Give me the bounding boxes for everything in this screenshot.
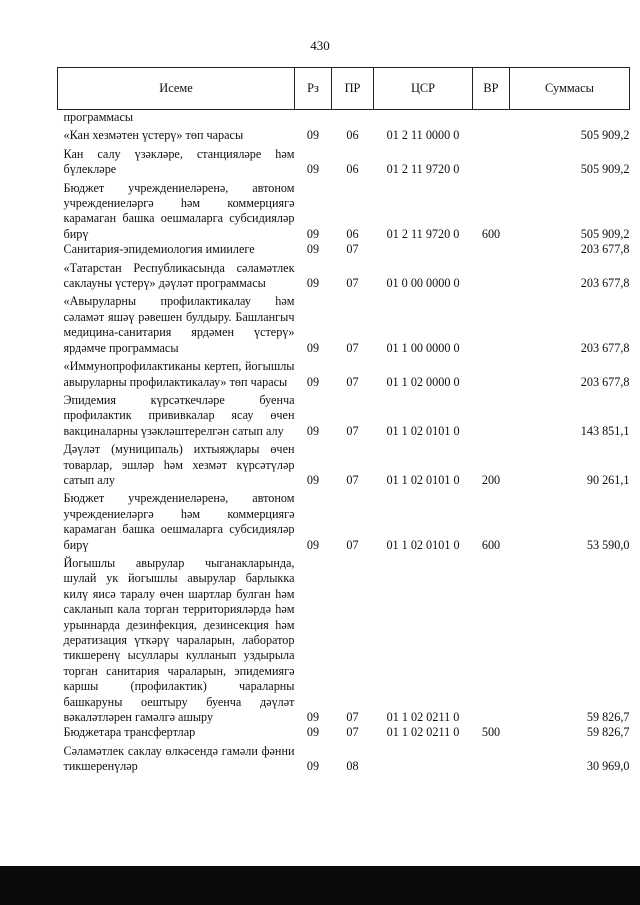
row-pr: 07 xyxy=(346,423,359,438)
row-pr: 07 xyxy=(346,242,359,257)
row-rz: 09 xyxy=(306,423,320,438)
table-row xyxy=(58,741,630,775)
row-csr: 01 2 11 0000 0 xyxy=(386,128,460,143)
row-csr: 01 2 11 9720 0 xyxy=(386,226,460,241)
row-pr: 06 xyxy=(346,162,359,177)
row-rz xyxy=(295,110,332,126)
header-vr: ВР xyxy=(473,68,510,110)
row-rz: 09 xyxy=(306,710,320,725)
table-row xyxy=(58,356,630,390)
row-csr: 01 1 02 0211 0 xyxy=(386,710,460,725)
row-pr: 07 xyxy=(346,725,359,740)
row-vr xyxy=(473,125,510,143)
row-pr: 06 xyxy=(346,128,359,143)
row-pr: 07 xyxy=(346,537,359,552)
row-name: «Авыруларны профилактикалау һәм сәламәт яшәү рәвешен булдыру. Башлангыч медицина-санитария ярдәмен үстерү» ярдәмче программасы xyxy=(63,294,295,355)
row-vr xyxy=(473,144,510,178)
row-sum: 30 969,0 xyxy=(586,759,630,774)
row-csr: 01 1 02 0101 0 xyxy=(386,537,460,552)
row-sum: 59 826,7 xyxy=(586,725,630,740)
row-pr: 07 xyxy=(346,472,359,487)
row-name: «Кан хезмәтен үстерү» төп чарасы xyxy=(63,128,244,143)
row-sum xyxy=(510,110,630,126)
row-name: Бюджетара трансфертлар xyxy=(63,725,196,740)
row-csr: 01 1 00 0000 0 xyxy=(386,340,460,355)
row-vr: 500 xyxy=(481,725,501,740)
row-pr: 07 xyxy=(346,276,359,291)
row-rz: 09 xyxy=(306,725,320,740)
row-vr xyxy=(473,741,510,775)
row-name: Бюджет учреждениеләренә, автоном учреждениеләргә һәм коммерциягә карамаган башка оешмаларга субсидияләр бирү xyxy=(63,180,295,241)
header-rz: Рз xyxy=(295,68,332,110)
row-pr: 07 xyxy=(346,374,359,389)
row-sum: 505 909,2 xyxy=(580,128,630,143)
row-rz: 09 xyxy=(306,374,320,389)
header-csr: ЦСР xyxy=(374,68,473,110)
row-name: Санитария-эпидемиология имиилеге xyxy=(63,242,255,257)
row-sum: 53 590,0 xyxy=(586,537,630,552)
row-name: Кан салу үзәкләре, станцияләре һәм бүлекләре xyxy=(63,146,295,177)
row-vr: 200 xyxy=(481,472,501,487)
row-csr: 01 1 02 0101 0 xyxy=(386,423,460,438)
row-vr xyxy=(473,356,510,390)
row-name: «Татарстан Республикасында сәламәтлек саклауны үстерү» дәүләт программасы xyxy=(63,260,295,291)
table-row xyxy=(58,488,630,553)
row-vr: 600 xyxy=(481,537,501,552)
table-row xyxy=(58,125,630,143)
row-vr xyxy=(473,291,510,356)
row-rz: 09 xyxy=(306,472,320,487)
row-name: Бюджет учреждениеләренә, автоном учреждениеләргә һәм коммерциягә карамаган башка оешмаларга субсидияләр бирү xyxy=(63,491,295,552)
row-pr: 06 xyxy=(346,226,359,241)
header-pr: ПР xyxy=(332,68,374,110)
row-pr xyxy=(332,110,374,126)
row-vr xyxy=(473,390,510,439)
row-name: Эпидемия күрсәткечләре буенча профилактик прививкалар ясау өчен вакциналарны үзәкләштерелгән сатып алу xyxy=(63,392,295,438)
table-row xyxy=(58,553,630,725)
row-rz: 09 xyxy=(306,128,320,143)
row-sum: 203 677,8 xyxy=(580,340,630,355)
row-name: «Иммунопрофилактиканы кертеп, йогышлы авыруларны профилактикалау» төп чарасы xyxy=(63,359,295,389)
row-vr xyxy=(473,242,510,257)
row-csr: 01 1 02 0101 0 xyxy=(386,472,460,487)
row-pr: 07 xyxy=(346,340,359,355)
header-row xyxy=(58,68,630,110)
budget-table xyxy=(57,67,630,775)
table-row xyxy=(58,439,630,488)
row-vr: 600 xyxy=(481,226,501,241)
row-rz: 09 xyxy=(306,162,320,177)
header-name: Исеме xyxy=(58,68,295,110)
header-sum: Суммасы xyxy=(510,68,630,110)
row-name: Сәламәтлек саклау өлкәсендә гамәли фәнни тикшеренүләр xyxy=(63,743,295,774)
table-row xyxy=(58,291,630,356)
table-row xyxy=(58,258,630,292)
scan-bottom-bar xyxy=(0,866,640,905)
row-pr: 07 xyxy=(346,710,359,725)
table-row xyxy=(58,725,630,740)
row-rz: 09 xyxy=(306,537,320,552)
row-name: Йогышлы авырулар чыганакларында, шулай ук йогышлы авырулар барлыкка килү яисә таралу өчен шартлар булган һәм сакланып кала торган территорияләрдә һәм урыннарда дезинфекция, дезинсекция һәм дератизация үткәрү чараларын, лаборатор тикшеренү ысуллары кулланып уздырыла торган санитария чараларын, эпидемиягә каршы (профилактик) чараларны башкаруны оештыру буенча дәүләт вәкаләтләрен гамәлгә ашыру xyxy=(63,555,295,725)
row-sum: 203 677,8 xyxy=(580,242,630,257)
page-number: 430 xyxy=(310,38,330,53)
row-name: Дәүләт (муниципаль) ихтыяҗлары өчен товарлар, эшләр һәм хезмәт күрсәтүләр сатып алу xyxy=(63,442,295,487)
table-row xyxy=(58,242,630,257)
row-rz: 09 xyxy=(306,242,320,257)
table-row xyxy=(58,144,630,178)
row-vr xyxy=(473,553,510,725)
row-sum: 203 677,8 xyxy=(580,374,630,389)
row-csr xyxy=(374,242,473,257)
row-sum: 59 826,7 xyxy=(586,710,630,725)
row-sum: 505 909,2 xyxy=(580,226,630,241)
table-row xyxy=(58,178,630,243)
row-csr xyxy=(374,110,473,126)
table-row xyxy=(58,390,630,439)
row-rz: 09 xyxy=(306,276,320,291)
row-rz: 09 xyxy=(306,226,320,241)
row-csr: 01 1 02 0211 0 xyxy=(386,725,460,740)
row-rz: 09 xyxy=(306,759,320,774)
row-name: программасы xyxy=(63,110,134,124)
row-pr: 08 xyxy=(346,759,359,774)
row-csr: 01 2 11 9720 0 xyxy=(386,162,460,177)
row-csr xyxy=(374,741,473,775)
row-vr xyxy=(473,110,510,126)
row-sum: 143 851,1 xyxy=(580,423,630,438)
row-sum: 505 909,2 xyxy=(580,162,630,177)
row-csr: 01 1 02 0000 0 xyxy=(386,374,460,389)
row-sum: 203 677,8 xyxy=(580,276,630,291)
row-csr: 01 0 00 0000 0 xyxy=(386,276,460,291)
table-row xyxy=(58,110,630,126)
row-vr xyxy=(473,258,510,292)
row-sum: 90 261,1 xyxy=(586,472,630,487)
row-rz: 09 xyxy=(306,340,320,355)
